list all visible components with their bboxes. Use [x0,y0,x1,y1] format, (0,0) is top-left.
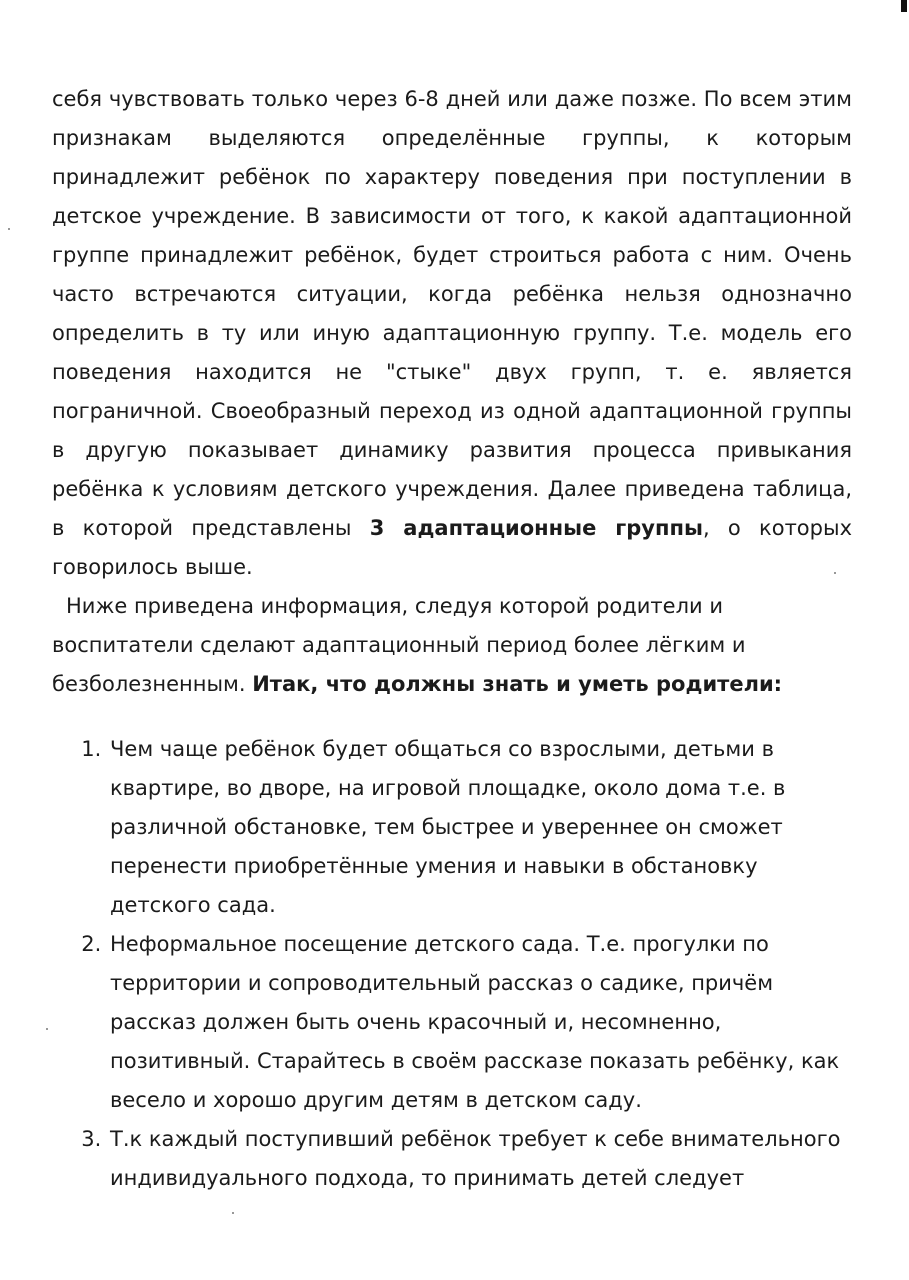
document-body [52,80,852,1198]
paragraph-2-bold: Итак, что должны знать и уметь родители: [252,672,783,696]
paragraph-parents-intro [52,587,852,704]
parent-advice-list [52,730,852,1198]
list-item: 2. Неформальное посещение детского сада. Т.е. прогулки по территории и сопроводительный рассказ о садике, причём рассказ должен быть очень красочный и, несомненно, позитивный. Старайтесь в своём рассказе показать ребёнку, как весело и хорошо другим детям в детском саду. [108,925,852,1120]
paragraph-1-tail: , о которых говорилось выше. [52,516,852,579]
list-item: 1. Чем чаще ребёнок будет общаться со взрослыми, детьми в квартире, во дворе, на игровой площадке, около дома т.е. в различной обстановке, тем быстрее и увереннее он сможет перенести приобретённые умения и навыки в обстановку детского сада. [108,730,852,925]
scan-speck [46,1028,48,1030]
scan-edge-mark [901,0,907,12]
list-item: 3. Т.к каждый поступивший ребёнок требует к себе внимательного индивидуального подхода, то принимать детей следует [108,1120,852,1198]
scan-speck [232,1212,234,1214]
paragraph-adaptation-groups [52,80,852,587]
paragraph-2-text: Ниже приведена информация, следуя которой родители и воспитатели сделают адаптационный период более лёгким и безболезненным. [52,594,746,696]
paragraph-1-bold: 3 адаптационные группы [369,516,703,540]
scan-speck [834,572,836,574]
scan-speck [8,228,10,230]
paragraph-1-text: себя чувствовать только через 6-8 дней или даже позже. По всем этим признакам выделяются определённые группы, к которым принадлежит ребёнок по характеру поведения при поступлении в детское учреждение. В зависимости от того, к какой адаптационной группе принадлежит ребёнок, будет строиться работа с ним. Очень часто встречаются ситуации, когда ребёнка нельзя однозначно определить в ту или иную адаптационную группу. Т.е. модель его поведения находится не "стыке" двух групп, т. е. является пограничной. Своеобразный переход из одной адаптационной группы в другую показывает динамику развития процесса привыкания ребёнка к условиям детского учреждения. Далее приведена таблица, в которой представлены [52,87,852,540]
